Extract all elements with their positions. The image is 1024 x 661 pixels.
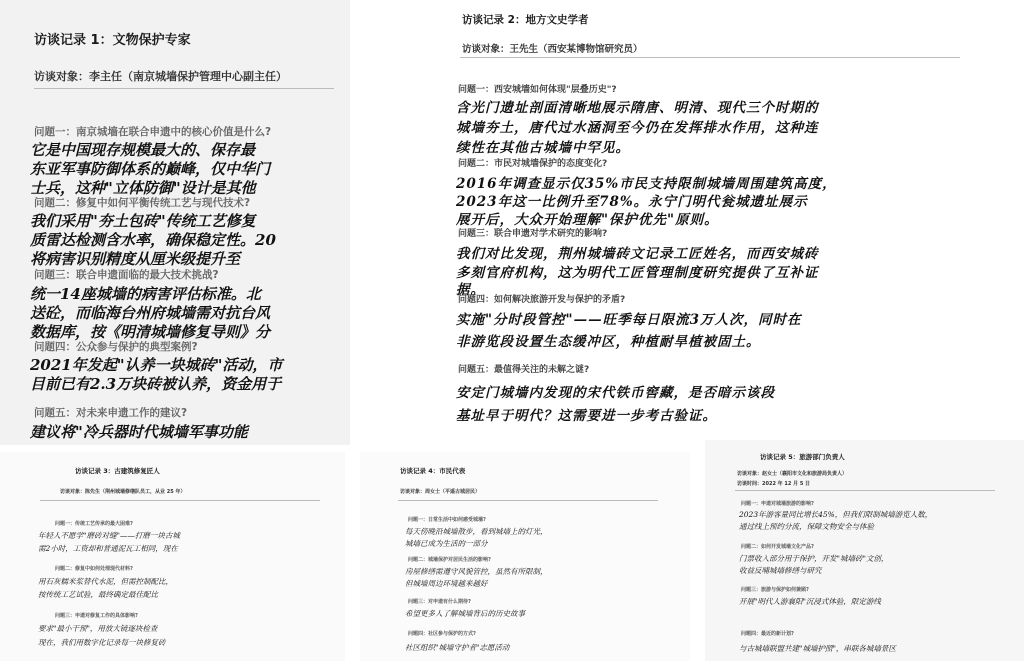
question-5: 问题五：对未来申遗工作的建议? bbox=[34, 407, 188, 419]
answer-3-line-1: 开展"明代人游襄阳"沉浸式体验，限定游线 bbox=[739, 597, 881, 606]
answer-3-line-2: 送砼，而临海台州府城墙需对抗台风 bbox=[30, 304, 271, 322]
answer-1-line-3: 士兵，这种"立体防御"设计是其他 bbox=[30, 179, 256, 197]
question-2: 问题二：城墙保护对居民生活的影响? bbox=[408, 557, 491, 563]
answer-1-line-2: 东亚军事防御体系的巅峰，仅中华门 bbox=[30, 160, 271, 178]
question-2: 问题二：如何开发城墙文化产品? bbox=[741, 544, 814, 550]
question-3: 问题三：联合申遗面临的最大技术挑战? bbox=[34, 269, 219, 281]
answer-2-line-2: 收益反哺城墙修缮与研究 bbox=[739, 566, 822, 575]
answer-3-line-1: 要求"最小干预"，用放大镜逐块检查 bbox=[38, 624, 158, 633]
interview-record-1 bbox=[0, 0, 350, 445]
question-1: 问题一：申遗对城墙旅游的影响? bbox=[741, 501, 814, 507]
answer-2-line-1: 门票收入部分用于保护，开发"城墙砖"文创， bbox=[739, 554, 889, 563]
answer-2-line-2: 按传统工艺试验，最终确定最佳配比 bbox=[38, 590, 158, 599]
question-4: 问题四：社区参与保护的方式? bbox=[408, 631, 476, 637]
answer-1-line-2: 需2小时，工资却和普通泥瓦工相同，现在 bbox=[38, 544, 178, 553]
interviewee: 访谈对象：王先生（西安某博物馆研究员） bbox=[462, 44, 643, 55]
answer-2-line-1: 我们采用"夯土包砖"传统工艺修复 bbox=[30, 212, 256, 230]
interview-record-4 bbox=[360, 452, 690, 661]
answer-1-line-1: 年轻人不愿学"磨砖对缝"——打磨一块古城 bbox=[38, 531, 180, 540]
answer-4-line-1: 2021年发起"认养一块城砖"活动，市 bbox=[30, 356, 283, 374]
answer-5-line-2: 基址早于明代？这需要进一步考古验证。 bbox=[456, 408, 717, 424]
answer-1-line-2: 通过线上预约分流，保障文物安全与体验 bbox=[739, 522, 874, 531]
answer-4-line-2: 非游览段设置生态缓冲区，种植耐旱植被固土。 bbox=[456, 334, 761, 350]
answer-2-line-2: 2023年这一比例升至78%。永宁门明代瓮城遗址展示 bbox=[456, 194, 808, 210]
divider bbox=[34, 88, 334, 89]
question-3: 问题三：联合申遗对学术研究的影响? bbox=[458, 229, 608, 239]
interviewee: 访谈对象：李主任（南京城墙保护管理中心副主任） bbox=[34, 70, 287, 83]
question-2: 问题二：修复中如何处理现代材料? bbox=[55, 566, 133, 572]
answer-3-line-2: 现在，我们用数字化记录每一块修复砖 bbox=[38, 638, 166, 647]
interview-record-2 bbox=[352, 0, 1024, 445]
answer-2-line-2: 质雷达检测含水率，确保稳定性。20 bbox=[30, 231, 276, 249]
answer-4-line-1: 与古城墙联盟共建"城墙护照"，串联各城墙景区 bbox=[739, 644, 896, 653]
answer-2-line-3: 将病害识别精度从厘米级提升至 bbox=[30, 250, 241, 268]
record-title: 访谈记录 5：旅游部门负责人 bbox=[760, 453, 845, 461]
answer-1-line-1: 含光门遗址剖面清晰地展示隋唐、明清、现代三个时期的 bbox=[456, 100, 819, 116]
answer-4-line-1: 社区组织"城墙守护者"志愿活动 bbox=[405, 643, 510, 652]
divider bbox=[40, 500, 320, 501]
record-title: 访谈记录 2：地方文史学者 bbox=[462, 14, 589, 26]
answer-1-line-3: 续性在其他古城墙中罕见。 bbox=[456, 140, 630, 156]
answer-1-line-2: 城墙已成为生活的一部分 bbox=[405, 539, 488, 548]
question-4: 问题四：最近的新计划? bbox=[741, 631, 794, 637]
answer-3-line-1: 希望更多人了解城墙背后的历史故事 bbox=[405, 609, 525, 618]
answer-3-line-3: 数据库，按《明清城墙修复导则》分 bbox=[30, 323, 271, 341]
question-1: 问题一：南京城墙在联合申遗中的核心价值是什么? bbox=[34, 126, 272, 138]
divider bbox=[398, 500, 658, 501]
question-5: 问题五：最值得关注的未解之谜? bbox=[458, 365, 590, 375]
answer-3-line-1: 我们对比发现，荆州城墙砖文记录工匠姓名，而西安城砖 bbox=[456, 246, 819, 262]
question-3: 问题三：申遗对修复工作的具体影响? bbox=[55, 613, 138, 619]
question-2: 问题二：修复中如何平衡传统工艺与现代技术? bbox=[34, 197, 251, 209]
answer-3-line-3: 据。 bbox=[456, 282, 485, 298]
answer-5-line-1: 建议将"冷兵器时代城墙军事功能 bbox=[30, 423, 248, 441]
divider bbox=[460, 57, 960, 58]
question-4: 问题四：公众参与保护的典型案例? bbox=[34, 341, 198, 353]
divider bbox=[735, 490, 995, 491]
answer-3-line-1: 统一14座城墙的病害评估标准。北 bbox=[30, 285, 261, 303]
question-3: 问题三：对申遗有什么期待? bbox=[408, 599, 471, 605]
interviewee: 访谈对象：赵女士（襄阳市文化和旅游局负责人） bbox=[737, 471, 848, 477]
answer-3-line-2: 多刻官府机构，这为明代工匠管理制度研究提供了互补证 bbox=[456, 265, 819, 281]
interviewee: 访谈对象：陈先生（荆州城墙修缮队员工，从业 25 年） bbox=[60, 489, 186, 495]
answer-2-line-3: 展开后，大众开始理解"保护优先"原则。 bbox=[456, 212, 719, 228]
record-title: 访谈记录 1：文物保护专家 bbox=[34, 33, 191, 48]
interview-date: 访谈时间：2022 年 12 月 5 日 bbox=[737, 481, 811, 487]
question-1: 问题一：传统工艺传承的最大困难? bbox=[55, 521, 133, 527]
answer-1-line-2: 城墙夯土，唐代过水涵洞至今仍在发挥排水作用，这种连 bbox=[456, 120, 819, 136]
answer-1-line-1: 每天傍晚沿城墙散步，看到城墙上的灯光， bbox=[405, 527, 548, 536]
question-2: 问题二：市民对城墙保护的态度变化? bbox=[458, 159, 608, 169]
answer-5-line-1: 安定门城墙内发现的宋代铁币窖藏，是否暗示该段 bbox=[456, 385, 775, 401]
interview-record-3 bbox=[0, 452, 345, 661]
interview-record-5 bbox=[705, 440, 1024, 661]
answer-2-line-1: 用石灰糯米浆替代水泥，但需控制配比， bbox=[38, 577, 173, 586]
answer-4-line-1: 实施"分时段管控"——旺季每日限流3万人次，同时在 bbox=[456, 312, 802, 328]
question-3: 问题三：旅游与保护如何兼顾? bbox=[741, 587, 809, 593]
question-1: 问题一：日常生活中如何感受城墙? bbox=[408, 517, 486, 523]
answer-1-line-1: 它是中国现存规模最大的、保存最 bbox=[30, 141, 256, 159]
answer-4-line-2: 目前已有2.3万块砖被认养，资金用于 bbox=[30, 375, 282, 393]
question-4: 问题四：如何解决旅游开发与保护的矛盾? bbox=[458, 295, 626, 305]
answer-2-line-2: 但城墙周边环境越来越好 bbox=[405, 579, 488, 588]
interviewee: 访谈对象：周女士（平遥古城居民） bbox=[400, 489, 481, 495]
answer-2-line-1: 2016年调查显示仅35%市民支持限制城墙周围建筑高度， bbox=[456, 176, 837, 192]
question-1: 问题一：西安城墙如何体现"层叠历史"? bbox=[458, 85, 617, 95]
record-title: 访谈记录 3：古建筑修复匠人 bbox=[75, 467, 160, 475]
answer-2-line-1: 房屋修缮需遵守风貌管控，虽然有所限制， bbox=[405, 567, 548, 576]
record-title: 访谈记录 4：市民代表 bbox=[400, 467, 466, 475]
answer-1-line-1: 2023年游客量同比增长45%，但我们限制城墙游览人数， bbox=[739, 510, 933, 519]
